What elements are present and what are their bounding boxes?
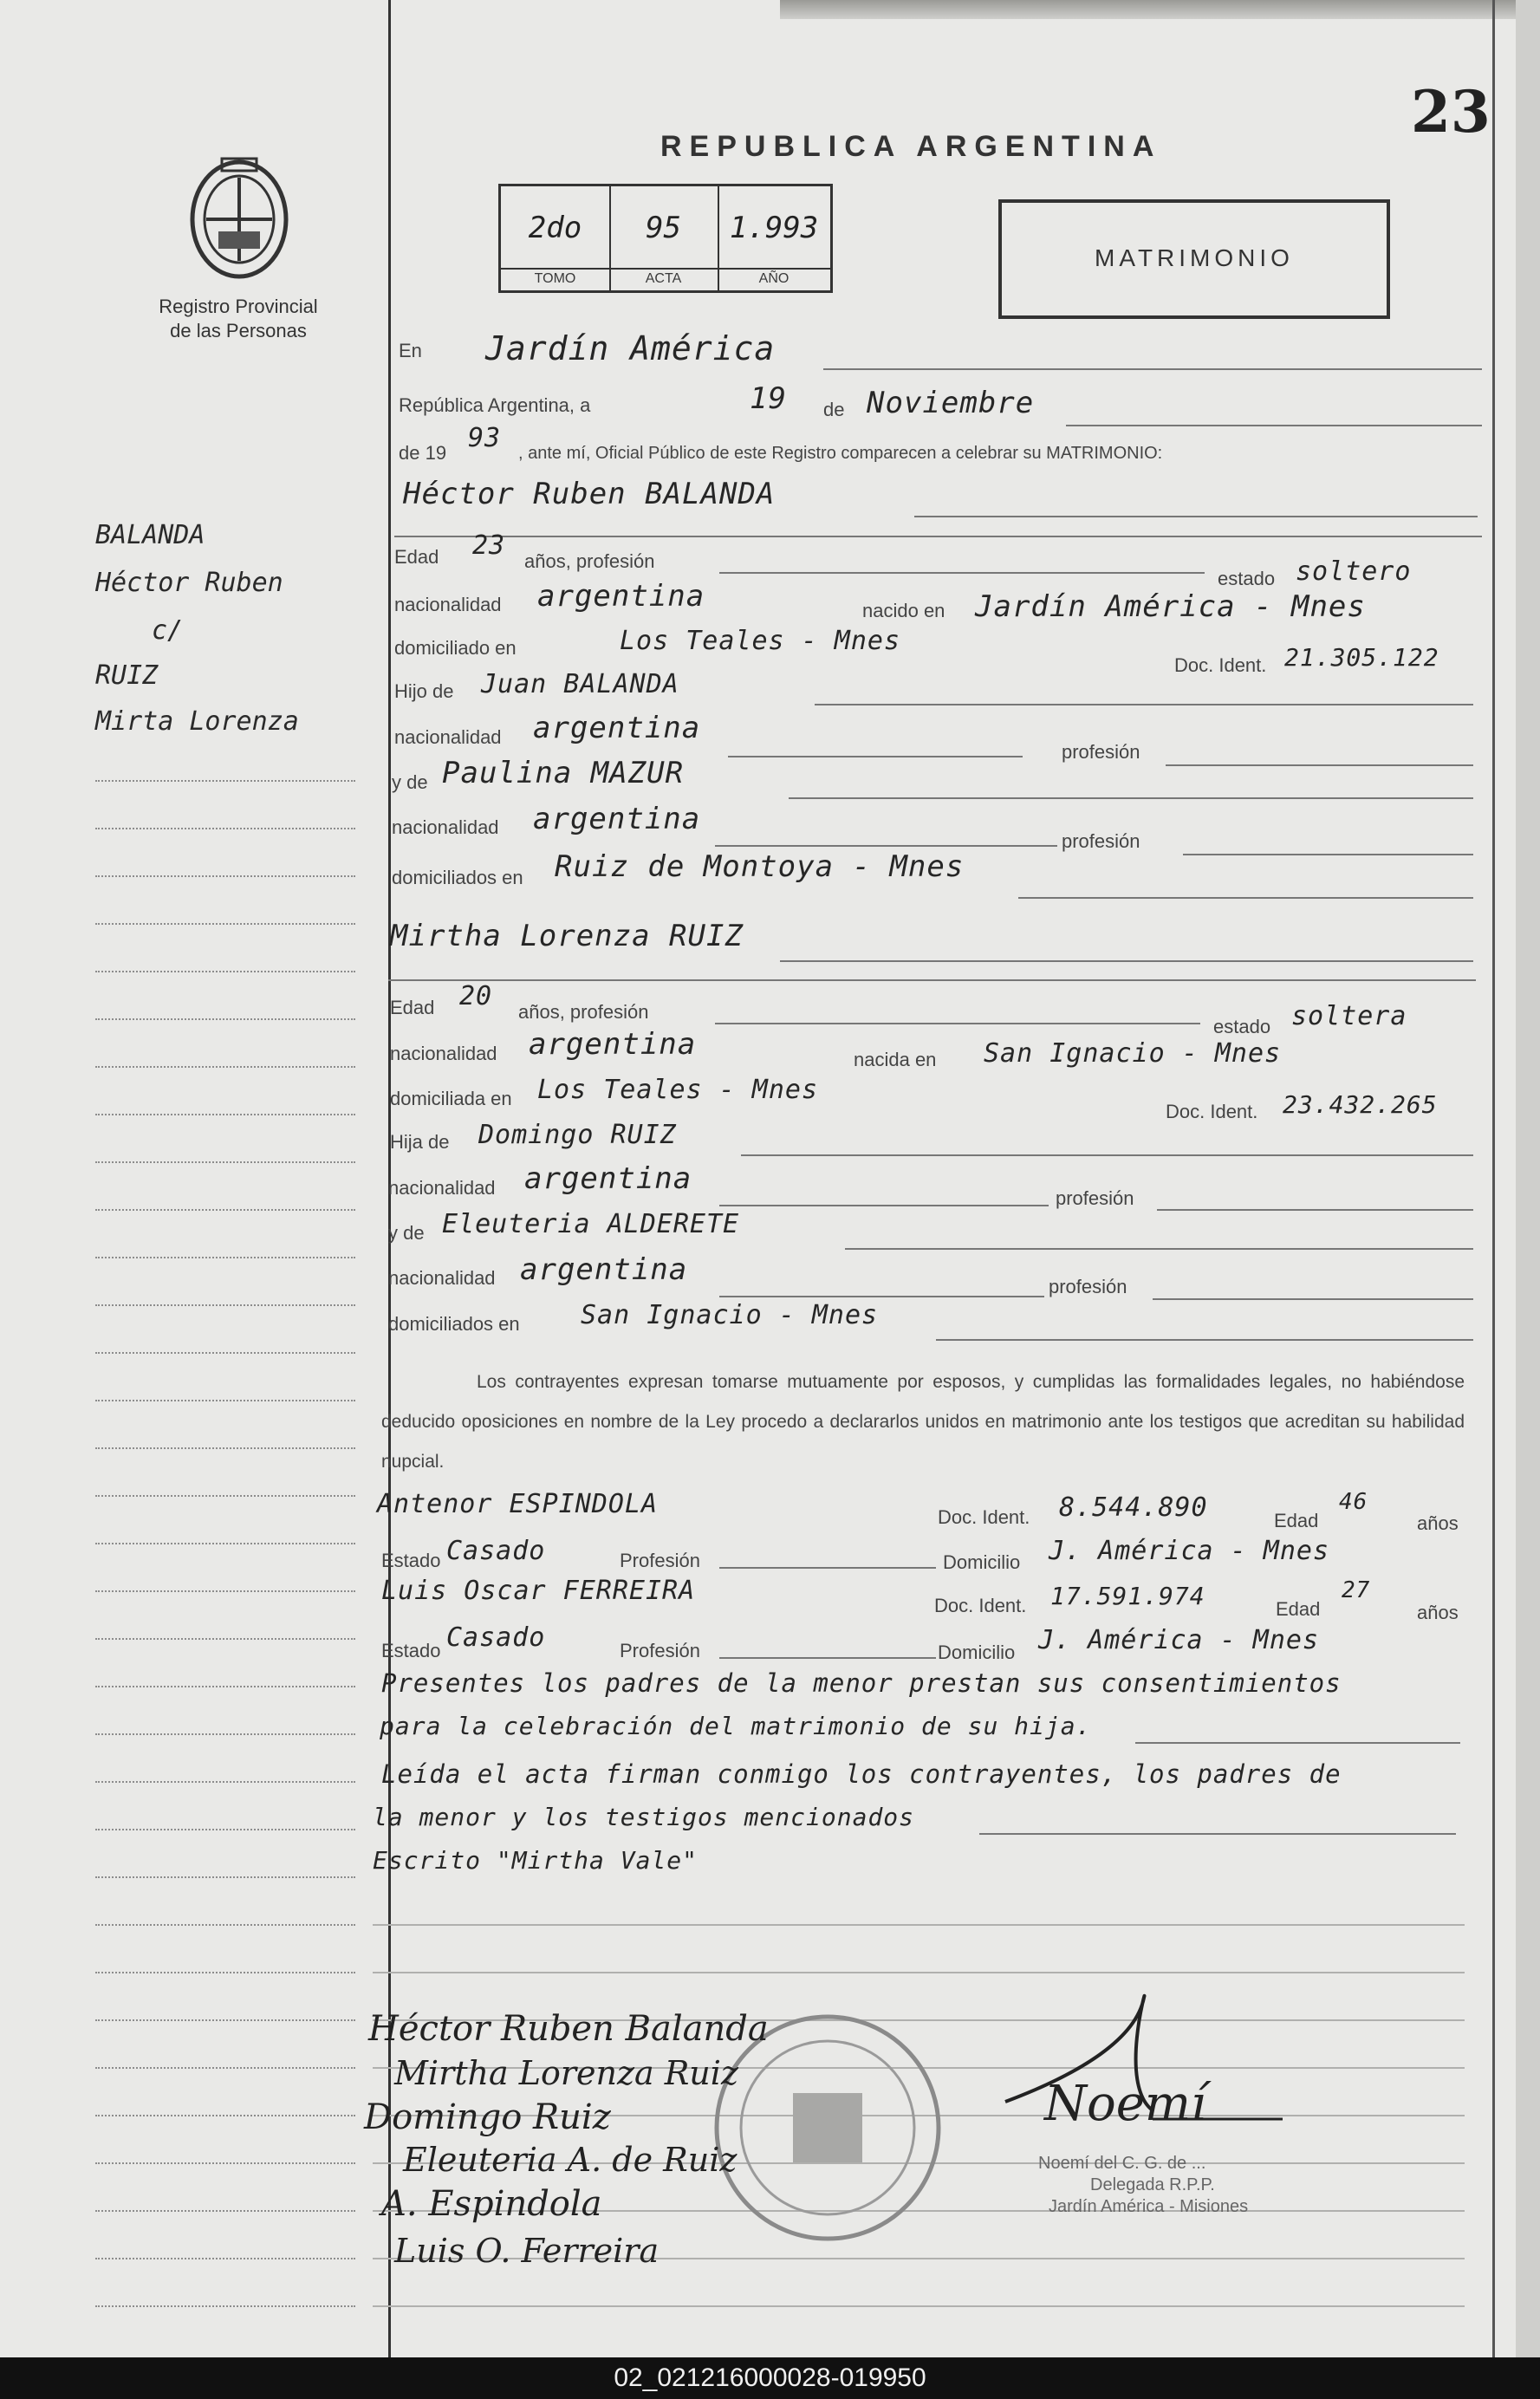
tomo-label: TOMO: [501, 268, 609, 287]
witness-2-edad-label: Edad: [1276, 1598, 1321, 1620]
witness-2-anos-label: años: [1417, 1602, 1459, 1623]
bride-estado: soltera: [1291, 1001, 1407, 1031]
acta-reference-box: [498, 184, 833, 293]
witness-1-doc: 8.544.890: [1059, 1492, 1208, 1523]
acta-label: ACTA: [609, 268, 718, 287]
groom-anos-label: años, profesión: [524, 550, 655, 572]
bride-anos-label: años, profesión: [518, 1001, 649, 1023]
witness-2-domicilio: J. América - Mnes: [1038, 1625, 1320, 1655]
groom-doc: 21.305.122: [1284, 643, 1439, 672]
day-value: 19: [750, 381, 787, 416]
ano-label: AÑO: [718, 268, 830, 287]
witness-1-estado-label: Estado: [381, 1550, 441, 1571]
document-type-box: [998, 199, 1390, 319]
groom-nacionalidad: argentina: [537, 579, 705, 614]
groom-edad-label: Edad: [394, 546, 439, 568]
note-line-1: Presentes los padres de la menor prestan sus consentimientos: [381, 1668, 1342, 1698]
groom-father-prof-label: profesión: [1062, 741, 1140, 763]
witness-1-domicilio: J. América - Mnes: [1049, 1536, 1330, 1566]
witness-2-estado: Casado: [446, 1622, 546, 1653]
witness-1-prof-label: Profesión: [620, 1550, 700, 1571]
signature-witness-2: Luis O. Ferreira: [394, 2232, 660, 2270]
margin-note-bride-surname: RUIZ: [95, 660, 159, 691]
groom-domicilio: Los Teales - Mnes: [620, 626, 901, 656]
groom-hijo-label: Hijo de: [394, 680, 454, 702]
right-rule: [1492, 0, 1495, 2357]
year-suffix: 93: [468, 423, 502, 453]
bride-nacida-en: San Ignacio - Mnes: [984, 1038, 1282, 1069]
bride-father-prof-label: profesión: [1056, 1187, 1134, 1209]
declaration-text: Los contrayentes expresan tomarse mutuamente por esposos, y cumplidas las formalidades legales, no habiéndose deducido oposiciones en nombre de la Ley procedo a declararlos unidos en matrimonio ante los testigos que acreditan su habilidad nupcial.: [381, 1372, 1465, 1472]
groom-estado: soltero: [1296, 556, 1412, 587]
witness-1-anos-label: años: [1417, 1512, 1459, 1534]
groom-nacido-en: Jardín América - Mnes: [975, 589, 1366, 624]
ano-cell: [718, 186, 830, 290]
groom-mother-prof-label: profesión: [1062, 830, 1140, 852]
signature-witness-1: A. Espindola: [381, 2184, 602, 2224]
note-line-4: la menor y los testigos mencionados: [373, 1803, 915, 1831]
bride-yde-label: y de: [388, 1222, 425, 1244]
registry-line-1: Registro Provincial: [159, 296, 318, 317]
bride-edad: 20: [459, 981, 493, 1011]
bride-parents-dom: San Ignacio - Mnes: [581, 1300, 879, 1330]
groom-nac-label: nacionalidad: [394, 594, 502, 615]
bride-father-nac: argentina: [524, 1161, 692, 1196]
bride-mother: Eleuteria ALDERETE: [442, 1209, 740, 1239]
groom-father-nac: argentina: [533, 711, 701, 745]
witness-1-doc-label: Doc. Ident.: [938, 1506, 1030, 1528]
bride-doc: 23.432.265: [1283, 1090, 1438, 1119]
signature-official: Noemí: [1044, 2076, 1206, 2132]
note-line-5: Escrito "Mirtha Vale": [373, 1846, 699, 1875]
bride-nacionalidad: argentina: [529, 1027, 697, 1062]
document-type: MATRIMONIO: [1095, 244, 1294, 271]
acta-cell: [609, 186, 719, 290]
groom-parents-dom: Ruiz de Montoya - Mnes: [555, 849, 965, 884]
witness-2-estado-label: Estado: [381, 1640, 441, 1661]
witness-1-estado: Casado: [446, 1536, 546, 1566]
footer-document-id: 02_021216000028-019950: [614, 2363, 926, 2392]
note-line-2: para la celebración del matrimonio de su hija.: [380, 1712, 1092, 1740]
witness-1-dom-label: Domicilio: [943, 1551, 1021, 1573]
month-value: Noviembre: [867, 386, 1035, 420]
groom-parents-dom-label: domiciliados en: [392, 867, 523, 888]
bride-dom-label: domiciliada en: [390, 1088, 512, 1109]
groom-mother: Paulina MAZUR: [442, 756, 685, 790]
witness-1-name: Antenor ESPINDOLA: [377, 1489, 659, 1519]
republic-label: República Argentina, a: [399, 394, 591, 416]
witness-2-name: Luis Oscar FERREIRA: [381, 1576, 696, 1606]
bride-doc-label: Doc. Ident.: [1166, 1101, 1258, 1122]
groom-edad: 23: [472, 530, 506, 561]
groom-name: Héctor Ruben BALANDA: [403, 477, 776, 511]
paper-edge-top: [780, 0, 1540, 19]
bride-parents-dom-label: domiciliados en: [388, 1313, 520, 1335]
groom-father: Juan BALANDA: [481, 669, 679, 699]
witness-2-doc: 17.591.974: [1050, 1582, 1205, 1610]
groom-mother-nac: argentina: [533, 802, 701, 836]
tomo-value: 2do: [528, 211, 582, 245]
margin-note-bride-given-name: Mirta Lorenza: [95, 706, 299, 737]
margin-note-connector: c/: [152, 615, 184, 646]
year-prefix: de 19: [399, 442, 447, 464]
official-stamp-line-2: Delegada R.P.P.: [1090, 2175, 1215, 2194]
official-stamp-line-1: Noemí del C. G. de ...: [1038, 2154, 1206, 2173]
signature-bride: Mirtha Lorenza Ruiz: [394, 2054, 738, 2092]
official-stamp-line-3: Jardín América - Misiones: [1049, 2197, 1249, 2216]
signature-bride-mother: Eleuteria A. de Ruiz: [403, 2141, 738, 2179]
witness-1-edad: 46: [1339, 1489, 1368, 1515]
witness-2-prof-label: Profesión: [620, 1640, 700, 1661]
bride-hija-label: Hija de: [390, 1131, 450, 1153]
witness-2-dom-label: Domicilio: [938, 1642, 1016, 1663]
bride-mother-nac-label: nacionalidad: [388, 1267, 496, 1289]
signature-bride-father: Domingo Ruiz: [364, 2097, 611, 2137]
bride-nac-label: nacionalidad: [390, 1043, 497, 1064]
witness-2-doc-label: Doc. Ident.: [934, 1595, 1027, 1616]
signature-groom: Héctor Ruben Balanda: [368, 2009, 769, 2049]
margin-note-surname: BALANDA: [95, 520, 205, 550]
bride-mother-prof-label: profesión: [1049, 1276, 1127, 1297]
de-label: de: [823, 399, 845, 420]
groom-doc-label: Doc. Ident.: [1174, 654, 1267, 676]
bride-domicilio: Los Teales - Mnes: [537, 1075, 819, 1105]
bride-father-nac-label: nacionalidad: [388, 1177, 496, 1199]
footer-bar: [0, 2357, 1540, 2399]
groom-mother-nac-label: nacionalidad: [392, 816, 499, 838]
bride-mother-nac: argentina: [520, 1252, 688, 1287]
witness-1-edad-label: Edad: [1274, 1510, 1319, 1531]
acta-value: 95: [646, 211, 681, 245]
margin-note-given-name: Héctor Ruben: [95, 568, 283, 598]
registry-line-2: de las Personas: [170, 320, 307, 341]
intro-text: , ante mí, Oficial Público de este Registro comparecen a celebrar su MATRIMONIO:: [518, 444, 1163, 463]
paper-edge-right: [1516, 0, 1540, 2357]
bride-name: Mirtha Lorenza RUIZ: [390, 919, 744, 953]
bride-edad-label: Edad: [390, 997, 435, 1018]
bride-estado-label: estado: [1213, 1016, 1271, 1037]
page-number: 23: [1411, 78, 1491, 146]
groom-dom-label: domiciliado en: [394, 637, 517, 659]
groom-nacido-label: nacido en: [862, 600, 945, 621]
registry-name: [113, 295, 364, 343]
en-label: En: [399, 340, 422, 361]
bride-nacida-label: nacida en: [854, 1049, 937, 1070]
groom-father-nac-label: nacionalidad: [394, 726, 502, 748]
ano-value: 1.993: [729, 211, 819, 245]
provincial-seal-icon: [184, 152, 295, 282]
groom-yde-label: y de: [392, 771, 428, 793]
note-line-3: Leída el acta firman conmigo los contrayentes, los padres de: [381, 1759, 1342, 1789]
official-signature-flourish-icon: [997, 1980, 1326, 2154]
groom-estado-label: estado: [1218, 568, 1276, 589]
document-title: REPUBLICA ARGENTINA: [660, 130, 1162, 163]
tomo-cell: [501, 186, 611, 290]
place-value: Jardín América: [485, 329, 776, 367]
witness-2-edad: 27: [1342, 1577, 1371, 1603]
bride-father: Domingo RUIZ: [478, 1120, 677, 1150]
